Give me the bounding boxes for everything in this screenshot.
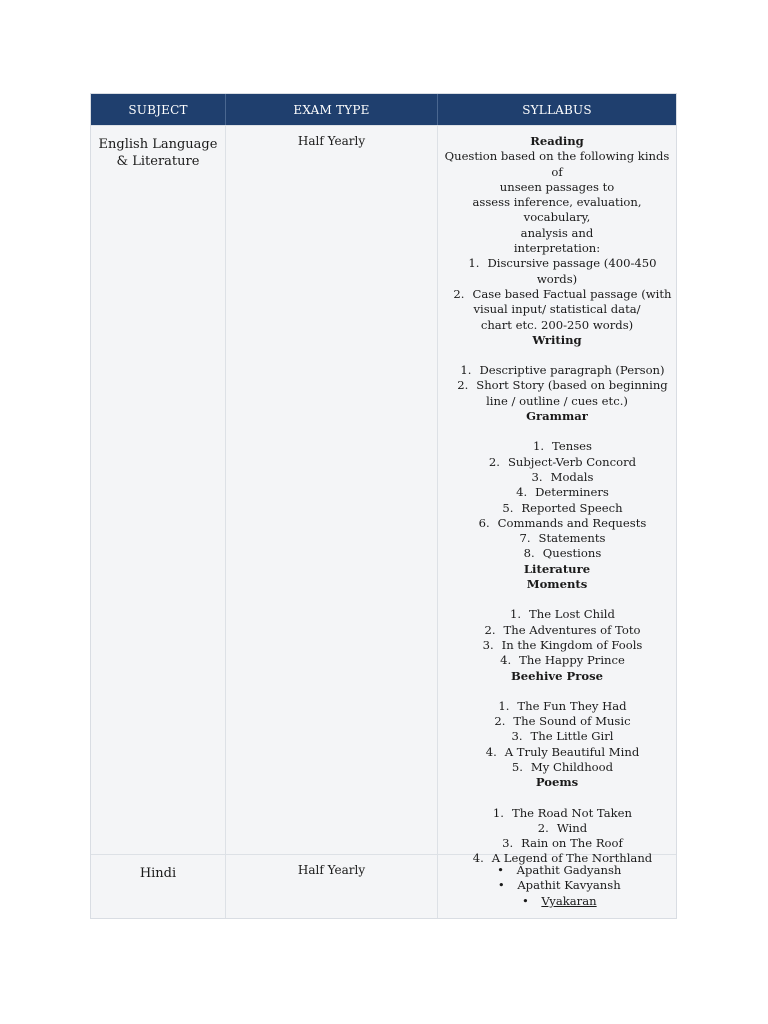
list-item: 3. Modals [531, 469, 594, 484]
vyakaran-link[interactable]: Vyakaran [541, 893, 597, 908]
header-subject: SUBJECT [128, 102, 188, 117]
list-item: 4. A Legend of The Northland [472, 851, 653, 866]
list-item-cont: chart etc. 200-250 words) [480, 317, 634, 332]
list-item: • Apathit Kavyansh [442, 878, 672, 893]
list-item: 4. Determiners [516, 485, 609, 500]
list-item-cont: line / outline / cues etc.) [486, 393, 628, 408]
bullet-icon: • [497, 878, 505, 893]
list-item: 6. Commands and Requests [478, 515, 647, 530]
exam-type-cell: Half Yearly [225, 855, 437, 918]
list-item [442, 894, 672, 909]
list-item: 1. Tenses [532, 439, 592, 454]
reading-intro: assess inference, evaluation, vocabulary, [472, 195, 642, 225]
list-item: 5. Reported Speech [502, 500, 623, 515]
list-item: 1. The Fun They Had [498, 698, 627, 713]
section-heading-grammar: Grammar [526, 409, 588, 424]
section-heading-poems: Poems [535, 775, 579, 790]
list-item-cont: visual input/ statistical data/ [473, 302, 641, 317]
list-item: 7. Statements [519, 531, 606, 546]
section-heading-reading: Reading [530, 134, 584, 148]
list-item: • Apathit Gadyansh [442, 863, 672, 878]
list-item: 2. Subject-Verb Concord [488, 454, 637, 469]
list-item: 3. In the Kingdom of Fools [482, 637, 643, 652]
list-item: 2. Short Story (based on beginning [457, 378, 668, 393]
subject-name-cont: & Literature [116, 154, 200, 169]
exam-type-cell: Half Yearly [225, 126, 437, 854]
list-item: 2. The Sound of Music [494, 714, 631, 729]
syllabus-table [90, 93, 677, 919]
list-item: 3. Rain on The Roof [502, 836, 623, 851]
bullet-icon: • [521, 893, 529, 908]
table-header [91, 94, 676, 125]
list-item-cont: words) [536, 271, 578, 286]
list-item: 4. The Happy Prince [500, 653, 625, 668]
list-item: 2. Case based Factual passage (with [453, 286, 672, 301]
reading-intro: unseen passages to [499, 179, 615, 194]
list-item: 1. The Lost Child [509, 607, 615, 622]
list-item: 1. The Road Not Taken [492, 805, 633, 820]
header-syllabus: SYLLABUS [437, 94, 676, 125]
table-row [91, 854, 676, 918]
list-item: 1. Discursive passage (400-450 [468, 256, 657, 271]
bullet-icon: • [497, 863, 504, 877]
subject-cell [91, 126, 225, 854]
section-heading-beehive: Beehive Prose [511, 668, 603, 683]
list-item: 3. The Little Girl [511, 729, 614, 744]
subject-cell [91, 855, 225, 918]
table-row [91, 125, 676, 866]
list-item: 2. The Adventures of Toto [484, 622, 641, 637]
list-item: 2. Wind [537, 820, 588, 835]
section-heading-writing: Writing [532, 332, 582, 347]
reading-intro: analysis and [520, 225, 594, 240]
list-item: 5. My Childhood [511, 759, 614, 774]
reading-intro: Question based on the following kinds of [444, 149, 670, 179]
list-item: 4. A Truly Beautiful Mind [485, 744, 640, 759]
subject-name: Hindi [139, 866, 177, 881]
subject-name: English Language [98, 137, 218, 152]
section-heading-literature: Literature [523, 561, 591, 576]
list-item: 8. Questions [523, 546, 602, 561]
list-item: 1. Descriptive paragraph (Person) [460, 363, 665, 378]
section-heading-moments: Moments [526, 577, 588, 592]
reading-intro: interpretation: [513, 241, 601, 256]
header-exam-type: EXAM TYPE [225, 94, 437, 125]
syllabus-cell [437, 126, 676, 866]
syllabus-cell [437, 855, 676, 918]
